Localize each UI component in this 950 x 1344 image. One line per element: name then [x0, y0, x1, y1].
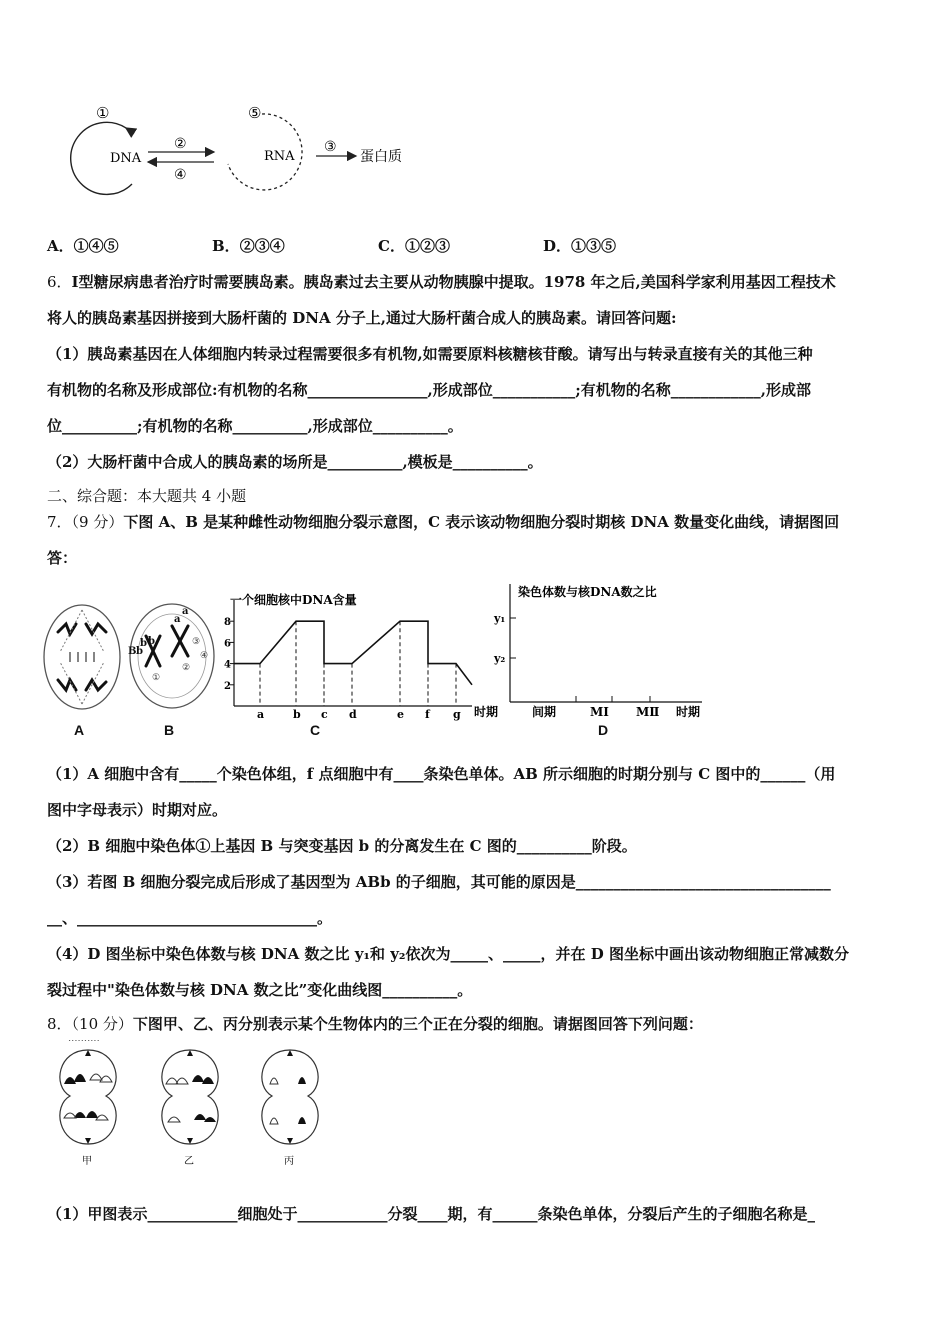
figure-a-label: A	[74, 722, 85, 738]
figure-c-label: C	[310, 722, 321, 738]
option-b[interactable]: B．②③④	[212, 237, 285, 255]
chrom-2: ②	[182, 663, 191, 673]
q6-line3: （1）胰岛素基因在人体细胞内转录过程需要很多有机物,如需要原料核糖核苷酸。请写出与转录直接有关的其他三种	[47, 345, 813, 363]
dna-label: DNA	[110, 151, 142, 166]
q6-line5: 位__________;有机物的名称__________,形成部位__________。	[47, 417, 463, 435]
label-1: ①	[96, 104, 110, 122]
label-3: ③	[324, 139, 337, 155]
cell-jia	[60, 1050, 116, 1167]
gene-b2: b	[140, 638, 147, 649]
chart-c-ytick-label: 8	[224, 617, 231, 629]
q7-sub2: （2）B 细胞中染色体①上基因 B 与突变基因 b 的分离发生在 C 图的__________阶段。	[47, 837, 637, 855]
cell-jia-label: 甲	[82, 1156, 92, 1167]
q7-sub4-a: （4）D 图坐标中染色体数与核 DNA 数之比 y₁和 y₂依次为_____、_____，并在 D 图坐标中画出该动物细胞正常减数分	[47, 945, 849, 963]
q8-sub1: （1）甲图表示____________细胞处于____________分裂____期，有______条染色单体，分裂后产生的子细胞名称是_	[47, 1205, 815, 1223]
cell-b-diagram	[126, 600, 218, 712]
q7-line2: 答：	[47, 549, 78, 567]
chart-d-xtick-m2: MⅡ	[636, 705, 660, 719]
chart-d-xtick-interphase: 间期	[532, 705, 557, 719]
figure-d-label: D	[598, 722, 609, 738]
section2-heading: 二、综合题：本大题共 4 小题	[47, 487, 247, 505]
chart-c	[222, 590, 502, 726]
option-d[interactable]: D．①③⑤	[543, 237, 617, 255]
chrom-4: ④	[200, 651, 209, 661]
q6-line4: 有机物的名称及形成部位:有机物的名称________________,形成部位___________;有机物的名称____________,形成部	[47, 381, 812, 399]
chart-c-ytick-label: 4	[224, 659, 231, 671]
chart-c-dna-line	[234, 621, 472, 685]
chart-d-y2: y₂	[494, 652, 506, 665]
protein-label: 蛋白质	[360, 149, 402, 165]
chart-c-title: 一个细胞核中DNA含量	[230, 593, 357, 607]
q8-line1: 8．（10 分）下图甲、乙、丙分别表示某个生物体内的三个正在分裂的细胞。请据图回答下列问题：	[47, 1015, 703, 1033]
label-2: ②	[174, 136, 187, 152]
q6-line2: 将人的胰岛素基因拼接到大肠杆菌的 DNA 分子上,通过大肠杆菌合成人的胰岛素。请回答问题:	[47, 309, 677, 327]
option-c[interactable]: C．①②③	[378, 237, 450, 255]
svg-text:··········: ··········	[68, 1040, 100, 1047]
q7-sub1-b: 图中字母表示）时期对应。	[47, 801, 228, 819]
q8-cells-figure	[50, 1040, 340, 1170]
cell-a-diagram	[40, 602, 124, 712]
chart-c-ytick-label: 6	[224, 638, 231, 650]
chart-c-xtick-g: g	[453, 708, 461, 721]
q7-sub3-b: __、________________________________。	[47, 909, 333, 927]
cell-yi-label: 乙	[184, 1156, 194, 1167]
gene-b3: b	[148, 636, 155, 647]
q7-sub3-a: （3）若图 B 细胞分裂完成后形成了基因型为 ABb 的子细胞，其可能的原因是__________________________________	[47, 873, 831, 891]
label-5: ⑤	[248, 104, 262, 122]
chart-c-xtick-a: a	[257, 708, 265, 721]
figure-b-label: B	[164, 722, 175, 738]
q7-sub1-a: （1）A 细胞中含有_____个染色体组，f 点细胞中有____条染色单体。AB 所示细胞的时期分别与 C 图中的______（用	[47, 765, 836, 783]
gene-a1: a	[174, 614, 181, 625]
cell-bing-label: 丙	[284, 1156, 294, 1167]
gene-B: B	[128, 646, 137, 657]
q6-line6: （2）大肠杆菌中合成人的胰岛素的场所是__________,模板是__________。	[47, 453, 543, 471]
chart-c-xtick-c: c	[321, 708, 328, 721]
cell-bing	[262, 1050, 318, 1167]
q7-sub4-b: 裂过程中"染色体数与核 DNA 数之比”变化曲线图__________。	[47, 981, 473, 999]
chrom-3: ③	[192, 637, 201, 647]
cell-yi	[162, 1050, 218, 1167]
chart-c-xlabel: 时期	[474, 705, 499, 719]
chart-d-title: 染色体数与核DNA数之比	[518, 585, 657, 599]
label-4: ④	[174, 167, 187, 183]
chrom-1: ①	[152, 673, 161, 683]
central-dogma-diagram	[40, 96, 440, 202]
chart-c-xtick-f: f	[425, 708, 430, 721]
chart-c-xtick-b: b	[293, 708, 301, 721]
chart-d-xlabel: 时期	[676, 705, 701, 719]
chart-d-y1: y₁	[494, 612, 506, 625]
q6-line1: 6．Ⅰ型糖尿病患者治疗时需要胰岛素。胰岛素过去主要从动物胰腺中提取。1978 年之后,美国科学家利用基因工程技术	[47, 273, 836, 291]
chart-d	[490, 578, 720, 724]
option-a[interactable]: A．①④⑤	[47, 237, 119, 255]
q7-line1: 7．（9 分）下图 A、B 是某种雌性动物细胞分裂示意图，C 表示该动物细胞分裂时期核 DNA 数量变化曲线，请据图回	[47, 513, 840, 531]
gene-a2: a	[182, 606, 189, 617]
chart-c-ytick-label: 2	[224, 680, 231, 692]
chart-d-xtick-m1: MⅠ	[590, 705, 609, 719]
chart-c-xtick-e: e	[397, 708, 404, 721]
chart-c-xtick-d: d	[349, 708, 357, 721]
gene-b1: b	[136, 646, 143, 657]
rna-label: RNA	[264, 149, 295, 164]
